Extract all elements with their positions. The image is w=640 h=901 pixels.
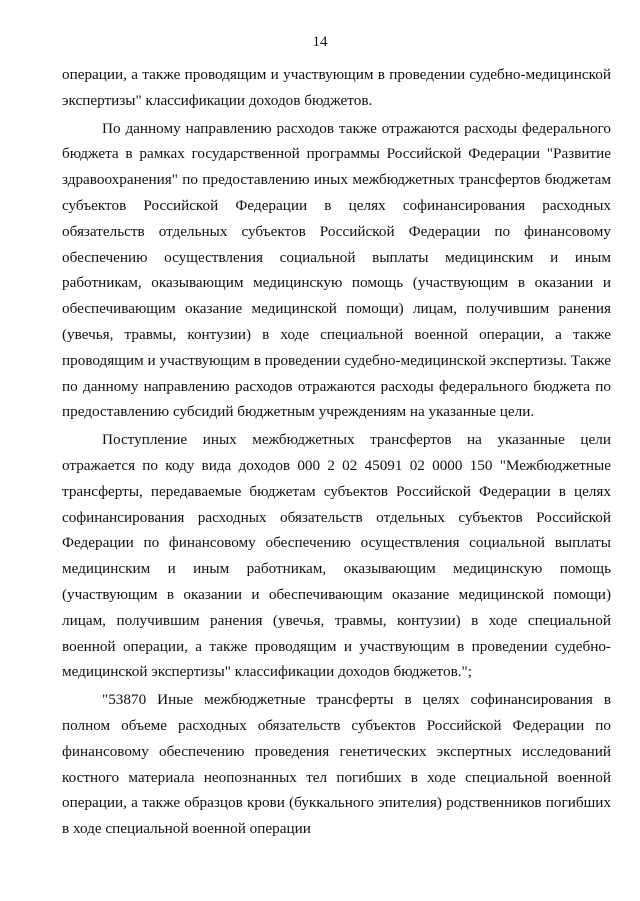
page-number: 14 — [312, 34, 328, 50]
paragraph-transfer-receipt: Поступление иных межбюджетных трансфертов на указанные цели отражается по коду вида доходов 000 2 02 45091 02 0000 150 "Межбюджетные трансферты, передаваемые бюджетам субъектов Российской Федерации в целях софинансирования расходных обязательств отдельных субъектов Российской Федерации по финансовому обеспечению осуществления социальной выплаты медицинским и иным работникам, оказывающим медицинскую помощь (участвующим в оказании и обеспечивающим оказание медицинской помощи) лицам, получившим ранения (увечья, травмы, контузии) в ходе специальной военной операции, а также проводящим и участвующим в проведении судебно-медицинской экспертизы" классификации доходов бюджетов."; — [62, 431, 611, 681]
document-body — [62, 62, 611, 844]
paragraph-expenses-direction: По данному направлению расходов также отражаются расходы федерального бюджета в рамках государственной программы Российской Федерации "Развитие здравоохранения" по предоставлению иных межбюджетных трансфертов бюджетам субъектов Российской Федерации в целях софинансирования расходных обязательств отдельных субъектов Российской Федерации по финансовому обеспечению осуществления социальной выплаты медицинским и иным работникам, оказывающим медицинскую помощь (участвующим в оказании и обеспечивающим оказание медицинской помощи) лицам, получившим ранения (увечья, травмы, контузии) в ходе специальной военной операции, а также проводящим и участвующим в проведении судебно-медицинской экспертизы. Также по данному направлению расходов отражаются расходы федерального бюджета по предоставлению субсидий бюджетным учреждениям на указанные цели. — [62, 119, 611, 421]
paragraph-code-53870: "53870 Иные межбюджетные трансферты в целях софинансирования в полном объеме расходных обязательств субъектов Российской Федерации по финансовому обеспечению проведения генетических экспертных исследований костного материала неопознанных тел погибших в ходе специальной военной операции, а также образцов крови (буккального эпителия) родственников погибших в ходе специальной военной операции — [62, 691, 611, 838]
paragraph-continuation: операции, а также проводящим и участвующим в проведении судебно-медицинской экспертизы" классификации доходов бюджетов. — [62, 66, 611, 109]
